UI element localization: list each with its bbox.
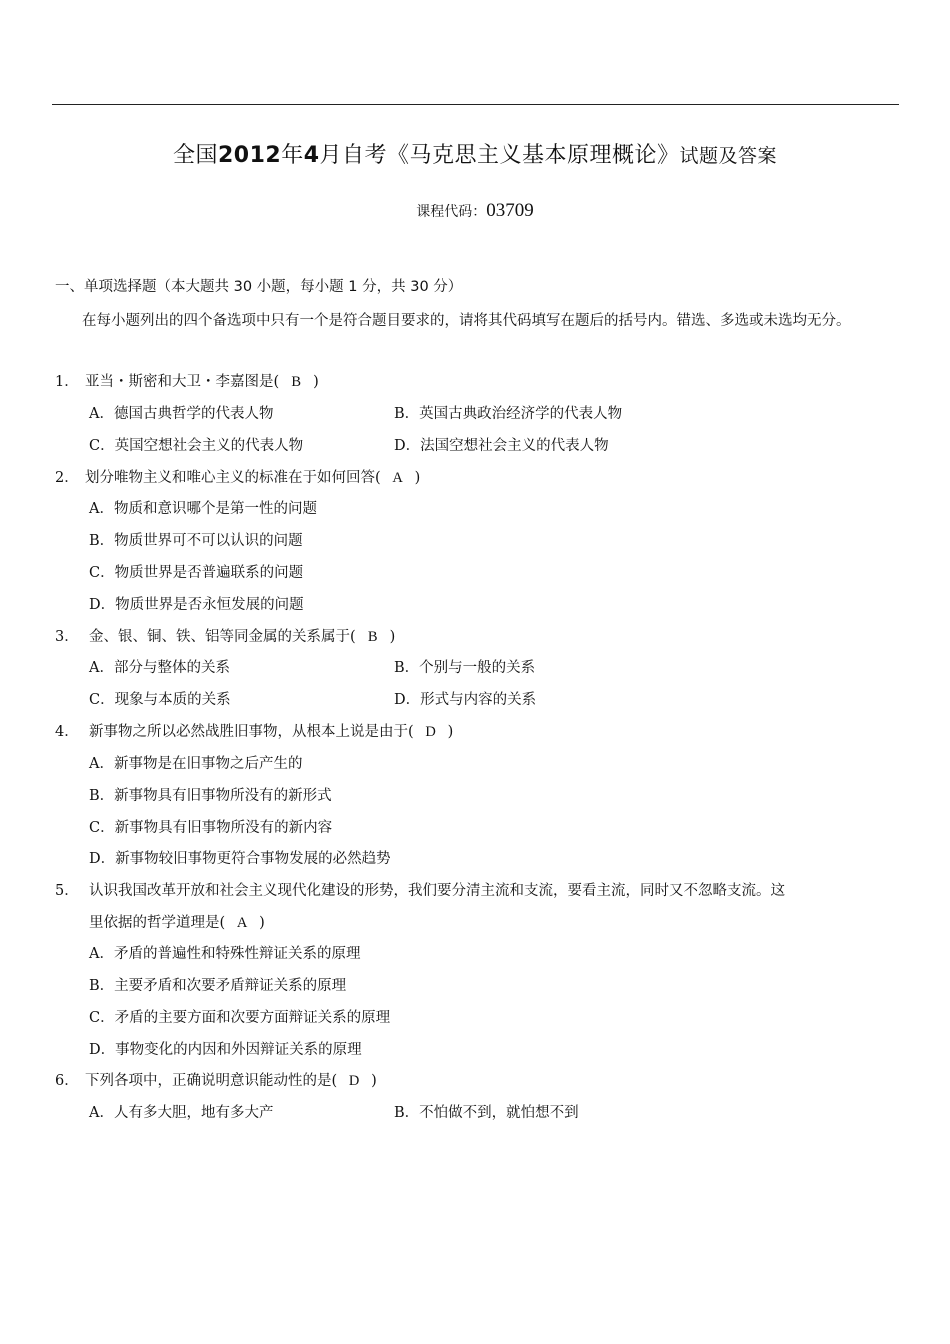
course-code: 课程代码：03709 [416,200,534,221]
question-stem-line1: 认识我国改革开放和社会主义现代化建设的形势，我们要分清主流和支流，要看主流，同时又不忽略支流。这 [89,883,785,899]
question-number: 6． [55,1073,79,1089]
option-c: C．矛盾的主要方面和次要方面辩证关系的原理 [89,1010,391,1026]
option-a: A．部分与整体的关系 [89,660,230,676]
option-d: D．事物变化的内因和外因辩证关系的原理 [89,1042,362,1058]
header-rule [52,104,899,105]
option-a: A．德国古典哲学的代表人物 [89,406,274,422]
option-a: A．矛盾的普遍性和特殊性辩证关系的原理 [89,946,361,962]
option-b: B．物质世界可不可以认识的问题 [89,533,303,549]
option-d: D．新事物较旧事物更符合事物发展的必然趋势 [89,851,391,867]
question-number: 5． [55,883,79,899]
option-a: A．人有多大胆，地有多大产 [89,1105,274,1121]
option-d: D．物质世界是否永恒发展的问题 [89,597,304,613]
question-number: 2． [55,470,79,486]
page-title: 全国2012年4月自考《马克思主义基本原理概论》试题及答案 [172,143,778,168]
option-a: A．新事物是在旧事物之后产生的 [89,756,303,772]
section-heading: 一、单项选择题（本大题共 30 小题，每小题 1 分，共 30 分） [55,279,463,295]
answer: B [367,629,378,645]
option-b: B．主要矛盾和次要矛盾辩证关系的原理 [89,978,347,994]
answer: A [392,470,403,486]
answer: D [425,724,436,740]
option-c: C．物质世界是否普遍联系的问题 [89,565,304,581]
question-stem: 划分唯物主义和唯心主义的标准在于如何回答( A ) [85,470,421,486]
question-stem: 新事物之所以必然战胜旧事物，从根本上说是由于( D ) [89,724,454,740]
question-stem-line2: 里依据的哲学道理是( A ) [89,915,265,931]
section-instruction: 在每小题列出的四个备选项中只有一个是符合题目要求的，请将其代码填写在题后的括号内。错选、多选或未选均无分。 [82,313,851,329]
question-number: 4． [55,724,79,740]
option-d: D．形式与内容的关系 [394,692,537,708]
option-b: B．不怕做不到，就怕想不到 [394,1105,579,1121]
option-b: B．英国古典政治经济学的代表人物 [394,406,623,422]
option-a: A．物质和意识哪个是第一性的问题 [89,501,317,517]
option-d: D．法国空想社会主义的代表人物 [394,438,609,454]
answer: B [291,374,301,390]
option-c: C．英国空想社会主义的代表人物 [89,438,304,454]
question-number: 1． [55,374,79,390]
option-c: C．新事物具有旧事物所没有的新内容 [89,820,333,836]
option-b: B．个别与一般的关系 [394,660,536,676]
question-stem: 下列各项中，正确说明意识能动性的是( D ) [85,1073,377,1089]
answer: D [348,1073,360,1089]
option-b: B．新事物具有旧事物所没有的新形式 [89,788,332,804]
question-stem: 亚当・斯密和大卫・李嘉图是( B ) [85,374,319,390]
answer: A [236,915,248,931]
question-stem: 金、银、铜、铁、铝等同金属的关系属于( B ) [89,629,396,645]
option-c: C．现象与本质的关系 [89,692,231,708]
question-number: 3． [55,629,79,645]
